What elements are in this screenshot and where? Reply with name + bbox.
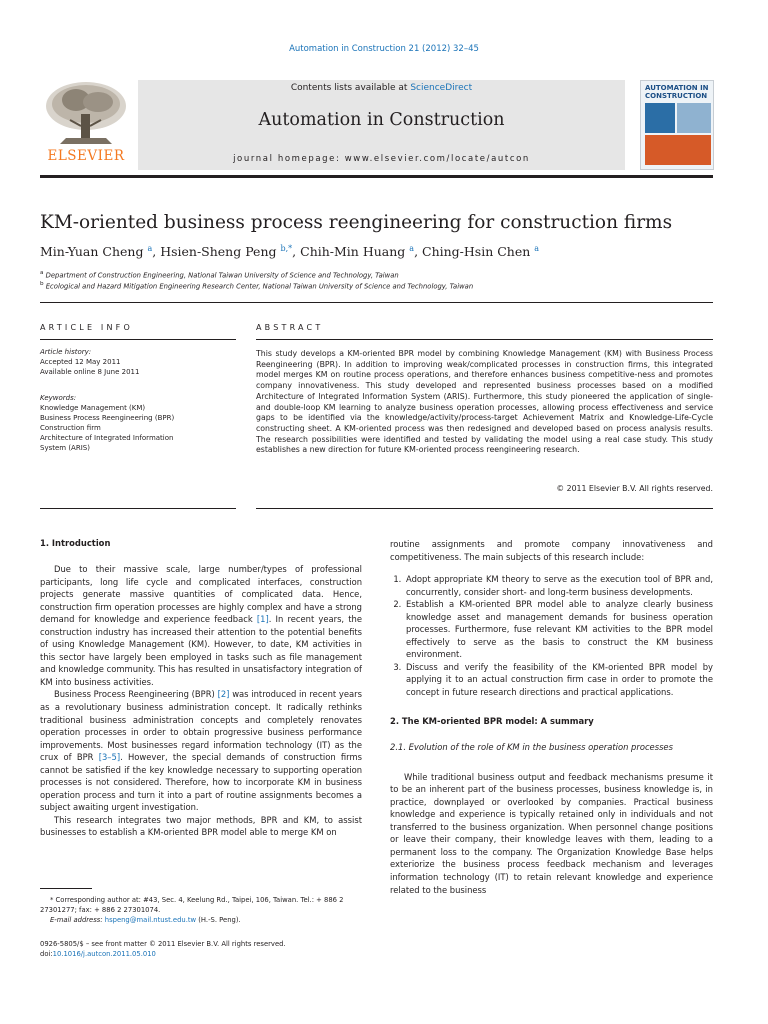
email-suffix: (H.-S. Peng).	[196, 916, 241, 924]
cover-title-line2: CONSTRUCTION	[645, 92, 708, 100]
email-line	[40, 915, 362, 925]
article-title: KM-oriented business process reengineering for construction firms	[40, 212, 673, 233]
affiliation-mark: b	[40, 281, 44, 287]
journal-homepage[interactable]: journal homepage: www.elsevier.com/locate/autcon	[233, 154, 530, 164]
sciencedirect-link[interactable]: ScienceDirect	[410, 83, 473, 93]
abstract-text: This study develops a KM-oriented BPR model by combining Knowledge Management (KM) with Business Process Reengineering (BPR). In addition to improving weak/complicated processes in construction firms, this integrated model merges KM on routine process operations, and therefore enhances business competitive-ness and promotes company innovativeness. This study developed and represented business processes based on a modified Architecture of Integrated Information System (ARIS). Furthermore, this study pioneered the application of single- and double-loop KM learning to analyze business operation processes, allowing process effectiveness and service gaps to be identified via the knowledge/activity/process-target Achievement Matrix and Knowledge-Life-Cycle constructing sheet. A KM-oriented process was then redesigned and developed based on process analysis results. The research possibilities were identified and tested by validating the model using a real case study. This study establishes a new direction for future KM-oriented process reengineering research.	[256, 349, 713, 455]
section-2-1-paragraph: While traditional business output and feedback mechanisms presume it to be an inherent part of the business processes, business knowledge is, in practice, downplayed or overlooked by companies. Practical business knowledge and experience is typically retained only in individuals and not transferred to the business organization. When personnel change positions or leave their company, their knowledge leaves with them, leading to a permanent loss to the company. The Organization Knowledge Base helps exteriorize the business process feedback mechanism and leverages information technology (IT) to retain relevant knowledge and experience related to the business	[390, 771, 713, 895]
cover-graphic-block	[677, 103, 711, 133]
journal-cover-thumbnail[interactable]	[640, 80, 714, 170]
text-run: Due to their massive scale, large number/types of professional participants, long life cycle and complicated interfaces, construction projects generate massive quantities of complicated data. Hence, construction firm operation processes are highly complex and have a strong demand for knowledge and experience feedback	[40, 564, 362, 625]
section-1-heading: 1. Introduction	[40, 538, 111, 548]
issn-line: 0926-5805/$ – see front matter © 2011 Elsevier B.V. All rights reserved.	[40, 940, 286, 948]
affiliation-text: Ecological and Hazard Mitigation Engineering Research Center, National Taiwan University of Science and Technology, Taiwan	[45, 282, 474, 291]
journal-citation[interactable]: Automation in Construction 21 (2012) 32–45	[289, 44, 479, 54]
intro-paragraph-1	[40, 563, 362, 688]
affiliation-mark: a	[40, 270, 44, 276]
keyword: System (ARIS)	[40, 444, 90, 452]
info-bottom-divider	[40, 508, 236, 509]
cover-graphic-block	[645, 103, 675, 133]
list-item: 1. Adopt appropriate KM theory to serve as the execution tool of BPR and, concurrently, consider short- and long-term business developments.	[404, 573, 713, 598]
keyword: Construction firm	[40, 424, 101, 432]
accepted-date: Accepted 12 May 2011	[40, 358, 121, 366]
abstract-copyright: © 2011 Elsevier B.V. All rights reserved.	[556, 484, 713, 493]
email-link[interactable]: hspeng@mail.ntust.edu.tw	[104, 916, 197, 924]
research-subjects-list	[390, 573, 713, 698]
doi-label: doi:	[40, 950, 53, 958]
keyword: Knowledge Management (KM)	[40, 404, 146, 412]
list-item: 2. Establish a KM-oriented BPR model able to analyze clearly business knowledge asset and management demands for business operation processes. Furthermore, fuse relevant KM activities to the BPR model effectively to serve as the basis to construct the KM business environment.	[404, 598, 713, 661]
history-label: Article history:	[40, 348, 92, 356]
cover-title-line1: AUTOMATION IN	[645, 84, 709, 92]
affiliation-a	[40, 270, 399, 279]
article-info-heading: ARTICLE INFO	[40, 323, 133, 332]
citation-link[interactable]: [1]	[256, 614, 269, 625]
right-column-text	[390, 538, 713, 896]
affiliation-b	[40, 281, 473, 290]
contents-available	[138, 83, 625, 93]
keyword: Business Process Reengineering (BPR)	[40, 414, 175, 422]
online-date: Available online 8 June 2011	[40, 368, 140, 376]
list-item: 3. Discuss and verify the feasibility of the KM-oriented BPR model by applying it to an actual construction firm case in order to promote the concept in future research directions and practical applications.	[404, 661, 713, 699]
author-affil-mark[interactable]: a	[534, 244, 540, 253]
author-name: Ching-Hsin Chen	[422, 244, 531, 260]
text-run: Business Process Reengineering (BPR)	[54, 689, 218, 700]
author-affil-mark[interactable]: a	[147, 244, 153, 253]
footnote-divider	[40, 888, 92, 889]
author-affil-mark[interactable]: b,*	[280, 244, 293, 253]
text-run: . However, the special demands of construction firms cannot be satisfied if the key knowledge necessary to supporting operation processes is not considered. Therefore, how to incorporate KM in business operation process and turn it into a part of routine assignments becomes a subject awaiting urgent investigation.	[40, 752, 362, 813]
author-name: Chih-Min Huang	[300, 244, 406, 260]
cover-graphic-block	[645, 135, 711, 165]
intro-paragraph-3: This research integrates two major methods, BPR and KM, to assist businesses to establish a KM-oriented BPR model able to merge KM on	[40, 814, 362, 838]
citation-link[interactable]: [3–5]	[98, 752, 121, 763]
section-2-1-heading: 2.1. Evolution of the role of KM in the business operation processes	[390, 742, 673, 753]
abstract-heading: ABSTRACT	[256, 323, 324, 332]
author-list: Min-Yuan Cheng $^a$, Hsien-Sheng Peng $^{b,*}$, Chih-Min Huang $^a$, Ching-Hsin Chen $^a$	[40, 244, 540, 260]
journal-title: Automation in Construction	[258, 110, 505, 130]
article-info-divider	[40, 339, 236, 340]
affiliation-text: Department of Construction Engineering, National Taiwan University of Science and Technology, Taiwan	[45, 271, 399, 280]
left-column-text	[40, 563, 362, 839]
author-affil-mark[interactable]: a	[409, 244, 415, 253]
intro-paragraph-2	[40, 688, 362, 813]
doi-link[interactable]: 10.1016/j.autcon.2011.05.010	[52, 950, 156, 958]
keyword: Architecture of Integrated Information	[40, 434, 174, 442]
author-name: Min-Yuan Cheng	[40, 244, 144, 260]
contents-prefix: Contents lists available at	[290, 83, 411, 93]
keyword-list	[40, 403, 236, 453]
section-2-heading: 2. The KM-oriented BPR model: A summary	[390, 715, 594, 726]
keywords-label: Keywords:	[40, 394, 77, 402]
abstract-divider	[256, 339, 713, 340]
author-name: Hsien-Sheng Peng	[160, 244, 277, 260]
header-divider	[40, 175, 713, 178]
right-paragraph-1: routine assignments and promote company innovativeness and competitiveness. The main subjects of this research include:	[390, 539, 713, 562]
front-matter	[40, 939, 440, 959]
corresponding-author: * Corresponding author at: #43, Sec. 4, Keelung Rd., Taipei, 106, Taiwan. Tel.: + 886 2 27301277; fax: + 886 2 27301074.	[40, 896, 344, 914]
email-label: E-mail address:	[50, 916, 105, 924]
footnote	[40, 895, 362, 925]
text-run: . In recent years, the construction industry has increased their attention to the potential benefits of using Knowledge Management (KM). However, to date, KM activities in this sector have largely been employed in tasks such as file management and knowledge community. This has resulted in unsatisfactory integration of KM into business activities.	[40, 614, 362, 687]
citation-link[interactable]: [2]	[217, 689, 230, 700]
abstract-bottom-divider	[256, 508, 713, 509]
doi-line	[40, 949, 440, 959]
publisher-wordmark: ELSEVIER	[47, 148, 125, 164]
authors-divider	[40, 302, 713, 303]
text-run: was introduced in recent years as a revolutionary business administration concept. It radically rethinks traditional business administration concepts and completely renovates operation processes in order to obtain progressive business performance improvements. Most businesses regard information technology (IT) as the crux of BPR	[40, 689, 362, 763]
